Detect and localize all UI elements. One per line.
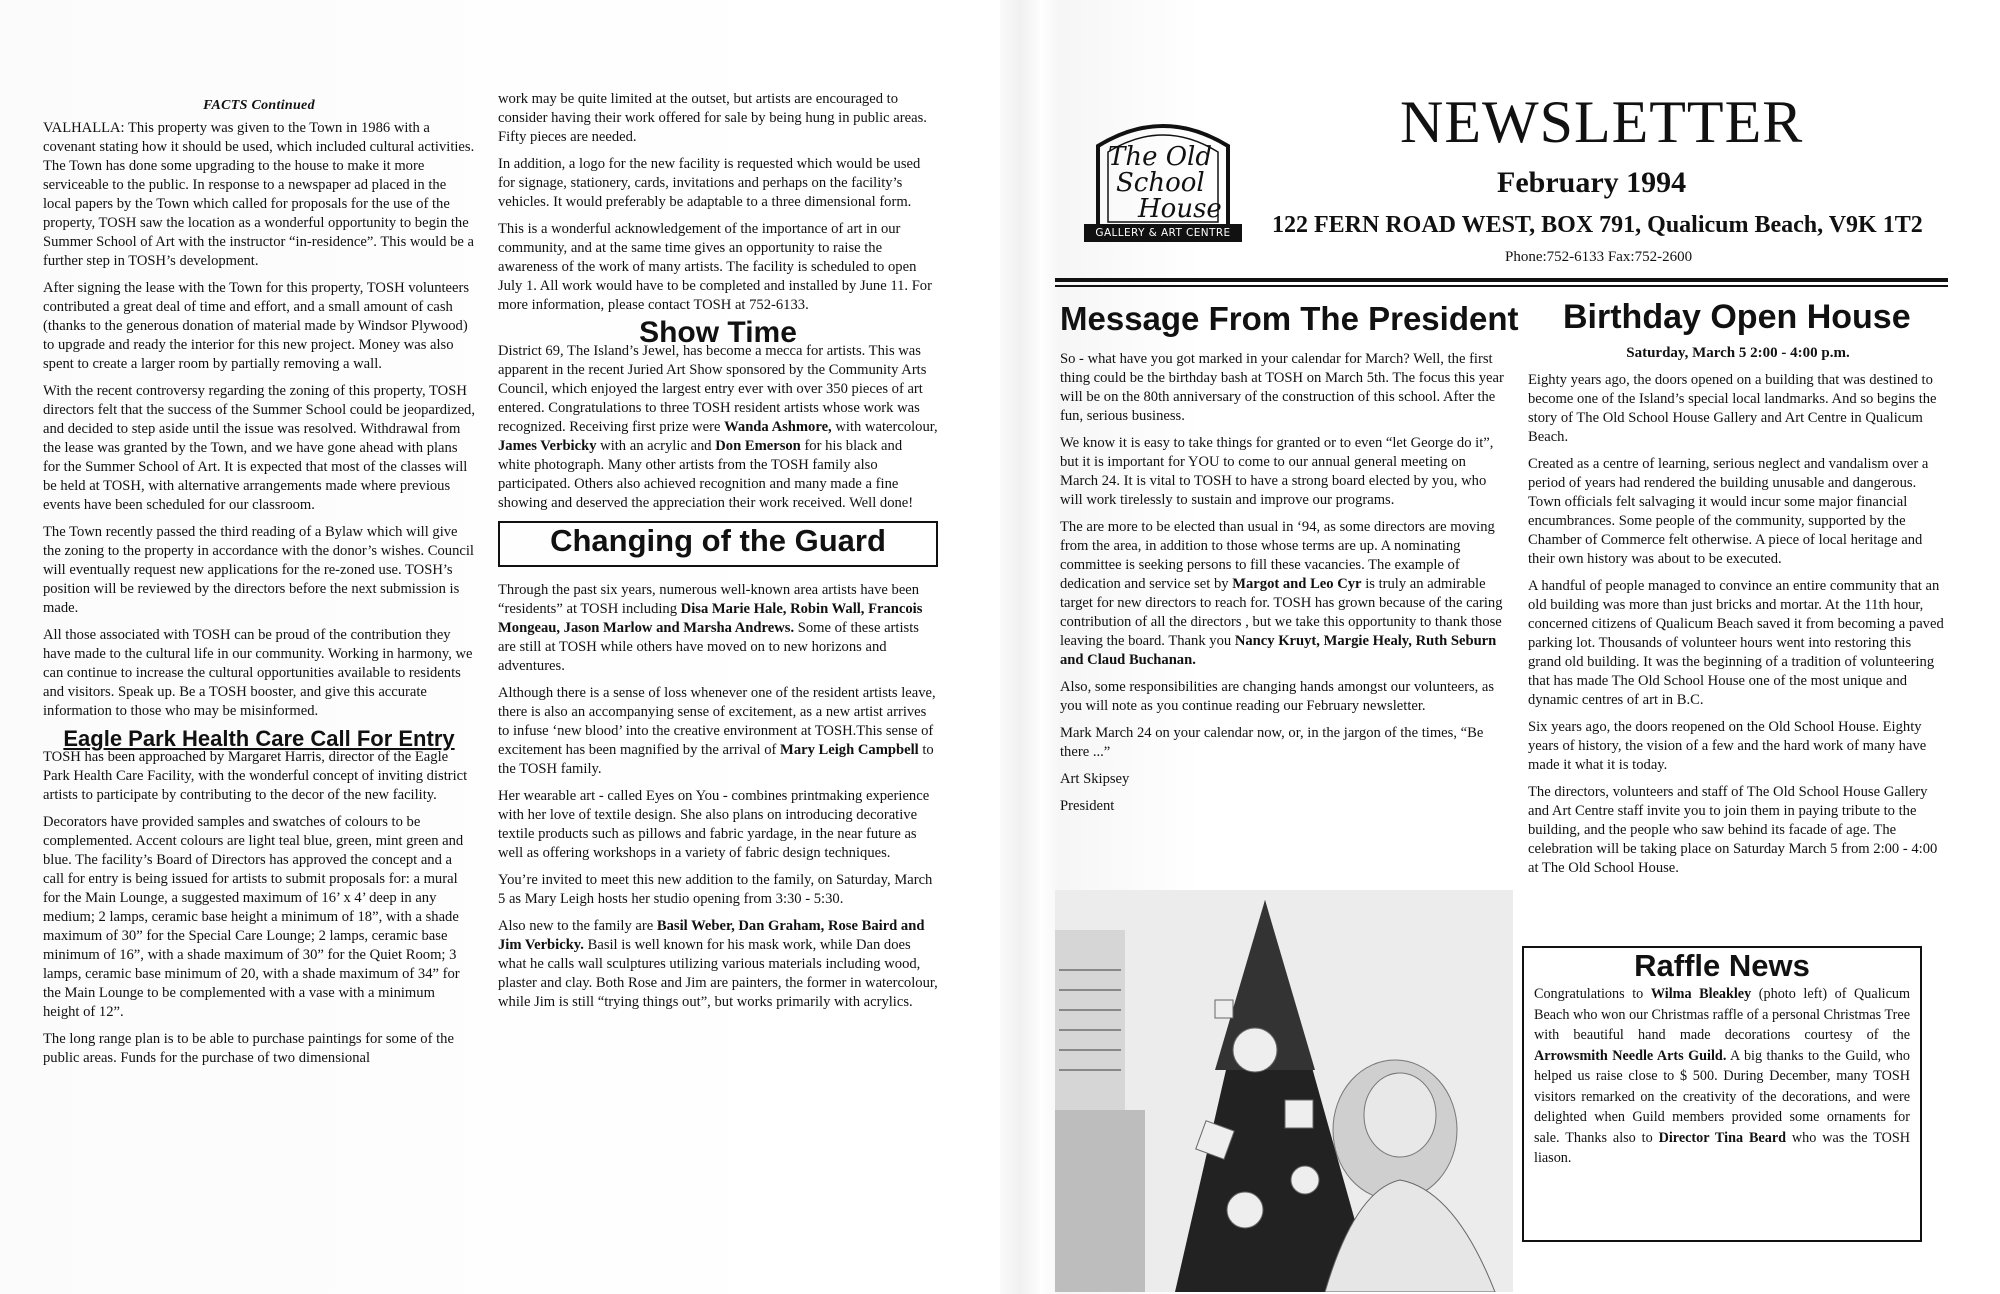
- paragraph: [1060, 518, 1505, 670]
- paragraph: With the recent controversy regarding the zoning of this property, TOSH directors felt that the success of the Summer School could be jeopardized, and decided to step aside until the issue was resolved. Withdrawal from the lease was granted by the Town, and we have gone ahead with plans for the Summer School of Art. It is expected that most of the classes will be held at TOSH, with alternative arrangements made where previous events have been scheduled for our classroom.: [43, 383, 476, 513]
- logo-band-text: GALLERY & ART CENTRE: [1095, 227, 1231, 239]
- paragraph: work may be quite limited at the outset, but artists are encouraged to consider having their work offered for sale by being hung in public areas. Fifty pieces are needed.: [498, 91, 927, 145]
- paragraph: All those associated with TOSH can be proud of the contribution they have made to the cultural life in our community. Working in harmony, we can continue to increase the cultural opportunities available to residents and visitors. Speak up. Be a TOSH booster, and give this accurate information to those who may be misinformed.: [43, 627, 473, 719]
- paragraph: TOSH has been approached by Margaret Harris, director of the Eagle Park Health Care Facility, with the wonderful concept of inviting district artists to participate by contributing to the decor of the new facility.: [43, 749, 468, 803]
- signature-name: Art Skipsey: [1060, 771, 1130, 787]
- paragraph: A handful of people managed to convince an entire community that an old building was more than just bricks and mortar. At the 11th hour, concerned citizens of Qualicum Beach saved it from becoming a paved parking lot. Thousands of volunteer hours went into restoring this grand old building. It was the beginning of a tradition of volunteering that has made The Old School House one of the most unique and dynamic centres of art in B.C.: [1528, 578, 1944, 708]
- paragraph: VALHALLA: This property was given to the Town in 1986 with a covenant stating how it should be used, which included cultural activities. The Town has done some upgrading to the house to make it more serviceable to the public. In response to a newspaper ad placed in the local papers by the Town which called for proposals for the use of the property, TOSH saw the location as a wonderful opportunity to begin the Summer School of Art with the instructor “in-residence”. This would be a further step in TOSH’s development.: [43, 120, 475, 269]
- paragraph: Six years ago, the doors reopened on the Old School House. Eighty years of history, the vision of a few and the hard work of many have made it what it is today.: [1528, 719, 1927, 773]
- old-school-house-logo: [1078, 112, 1246, 246]
- photo-graphic: [1055, 890, 1513, 1292]
- masthead-rule: [1055, 278, 1948, 282]
- paragraph: [498, 917, 938, 1012]
- artist-name: Mary Leigh Campbell: [780, 742, 919, 758]
- president-message: [1060, 350, 1505, 824]
- paragraph: Decorators have provided samples and swatches of colours to be complemented. Accent colours are light teal blue, green, mint green and blue. The facility’s Board of Directors has approved the concept and a call for entry is being issued for artists to submit proposals for: a mural for the Main Lounge, a suggested maximum of 16’ x 4’ deep in any medium; 2 lamps, ceramic base height a minimum of 18”, with a shade maximum of 30” for the Special Care Lounge; 2 lamps, ceramic base minimum of 16”, with a shade maximum of 30” for the Quiet Room; 3 lamps, ceramic base minimum of 20, with a shade maximum of 34” for the Main Lounge to be complemented with a vase with a minimum height of 12”.: [43, 814, 464, 1020]
- president-message-heading: Message From The President: [1060, 300, 1519, 337]
- paragraph: So - what have you got marked in your calendar for March? Well, the first thing could be the birthday bash at TOSH on March 5th. The focus this year will be on the 80th anniversary of the construction of this school. After the fun, serious business.: [1060, 351, 1504, 424]
- text: with an acrylic and: [596, 438, 716, 454]
- birthday-open-house: [1528, 344, 1948, 886]
- paragraph: Eighty years ago, the doors opened on a building that was destined to become one of the Island’s special local landmarks. And so begins the story of The Old School House Gallery and Art Centre in Qualicum Beach.: [1528, 372, 1937, 445]
- paragraph: Also, some responsibilities are changing hands amongst our volunteers, as you will note as you continue reading our February newsletter.: [1060, 679, 1495, 714]
- text: who was the TOSH liason.: [1534, 1129, 1910, 1166]
- guild-name: Arrowsmith Needle Arts Guild.: [1534, 1047, 1727, 1064]
- text: (photo left) of Qualicum Beach who won our Christmas raffle of a personal Christmas Tree with beautiful hand made decorations courtesy of the: [1534, 986, 1911, 1043]
- text: Basil is well known for his mask work, while Dan does what he calls wall sculptures utilizing various materials including wood, plaster and clay. Both Rose and Jim are painters, the former in watercolour, while Jim is still “trying things out”, but works primarily with acrylics.: [498, 937, 938, 1010]
- text: A big thanks to the Guild, who helped us raise close to $ 500. During December, many TOSH visitors remarked on the creativity of the decorations, and were delighted when Guild members provided some ornaments for sale. Thanks also to: [1534, 1047, 1910, 1146]
- text: Through the past six years, numerous well-known area artists have been “residents” at TOSH including: [498, 582, 920, 617]
- birthday-date-time: Saturday, March 5 2:00 - 4:00 p.m.: [1626, 345, 1850, 361]
- issue-date: February 1994: [1497, 166, 1687, 199]
- artist-name: Don Emerson: [715, 438, 801, 454]
- artist-name: Wanda Ashmore,: [724, 419, 832, 435]
- winner-name: Wilma Bleakley: [1650, 986, 1752, 1002]
- text: for his black and white photograph. Many other artists from the TOSH family also participated. Others also achieved recognition and many made a fine showing and deserved the appreciation their work received. Well done!: [498, 438, 914, 511]
- paragraph: Mark March 24 on your calendar now, or, in the jargon of the times, “Be there ...”: [1060, 725, 1484, 760]
- names: Margot and Leo Cyr: [1232, 576, 1362, 592]
- artist-names: Basil Weber, Dan Graham, Rose Baird and Jim Verbicky.: [498, 918, 925, 953]
- left-column-2: [498, 90, 938, 1020]
- raffle-news-heading: Raffle News: [1634, 948, 1810, 983]
- page-fold: [1000, 0, 1040, 1294]
- logo-line-1: The Old: [1108, 142, 1213, 172]
- text: District 69, The Island’s Jewel, has become a mecca for artists. This was apparent in the recent Juried Art Show sponsored by the Community Arts Council, which enjoyed the largest entry ever with over 350 pieces of art entered. Congratulations to three TOSH resident artists whose work was recognized. Receiving first prize were: [498, 343, 927, 435]
- newsletter-title: NEWSLETTER: [1400, 89, 1804, 155]
- paragraph: You’re invited to meet this new addition to the family, on Saturday, March 5 as Mary Leigh hosts her studio opening from 3:30 - 5:30.: [498, 872, 933, 907]
- show-time-heading: Show Time: [639, 316, 797, 349]
- text: The are more to be elected than usual in ‘94, as some directors are moving from the area, in addition to those whose terms are up. A nominating committee is seeking persons to fill these vacancies. The example of dedication and service set by: [1060, 519, 1495, 592]
- show-time-paragraph: [498, 342, 938, 513]
- paragraph: The long range plan is to be able to purchase paintings for some of the public areas. Funds for the purchase of two dimensional: [43, 1031, 454, 1066]
- signature-role: President: [1060, 798, 1115, 814]
- facts-continued-header: FACTS Continued: [203, 98, 315, 113]
- left-column-1: [43, 96, 475, 1076]
- text: Also new to the family are: [498, 918, 657, 934]
- paragraph: Created as a centre of learning, serious neglect and vandalism over a period of years had rendered the building unusable and dangerous. Town officials felt salvaging it would incur some major financial encumbrances. Some people of the community, supported by the Chamber of Commerce felt otherwise. A piece of local heritage and their own history was about to be executed.: [1528, 456, 1929, 567]
- phone-fax: Phone:752-6133 Fax:752-2600: [1505, 249, 1693, 265]
- logo-line-3: House: [1138, 194, 1222, 224]
- paragraph: Her wearable art - called Eyes on You - combines printmaking experience with her love of textile design. She also plans on introducing decorative textile products such as pillows and fabric yardage, in the near future as well as offering workshops in a variety of fabric design techniques.: [498, 788, 930, 861]
- raffle-news-box: [1522, 946, 1922, 1242]
- christmas-tree-photo: [1055, 890, 1513, 1292]
- paragraph: In addition, a logo for the new facility is requested which would be used for signage, stationery, cards, invitations and perhaps on the facility’s vehicles. It would preferably be adaptable to a three dimensional form.: [498, 156, 921, 210]
- masthead-rule-thin: [1055, 285, 1948, 287]
- logo-line-2: School: [1116, 168, 1205, 198]
- paragraph: We know it is easy to take things for granted or to even “let George do it”, but it is important for YOU to come to our annual general meeting on March 24. It is vital to TOSH to have a strong board elected by you, who will work tirelessly to sustain and improve our programs.: [1060, 435, 1494, 508]
- paragraph: The directors, volunteers and staff of The Old School House Gallery and Art Centre staff invite you to join them in paying tribute to the building, and the people who saw behind its facade of age. The celebration will be taking place on Saturday March 5 from 2:00 - 4:00 at The Old School House.: [1528, 784, 1938, 876]
- raffle-news-text: [1524, 984, 1920, 1169]
- paragraph: The Town recently passed the third reading of a Bylaw which will give the zoning to the property in accordance with the donor’s wishes. Council will eventually request new applications for the re-zoned use. TOSH’s position will be reviewed by the directors before the next submission is made.: [43, 524, 474, 616]
- text: Although there is a sense of loss whenever one of the resident artists leave, there is also an accompanying sense of excitement, as a new artist arrives to infuse ‘new blood’ into the creative environment at TOSH.This sense of excitement has been magnified by the arrival of: [498, 685, 936, 758]
- text: Congratulations to: [1534, 986, 1651, 1002]
- text: to the TOSH family.: [498, 742, 934, 777]
- address: 122 FERN ROAD WEST, BOX 791, Qualicum Beach, V9K 1T2: [1272, 212, 1923, 238]
- paragraph: [498, 684, 938, 779]
- paragraph: This is a wonderful acknowledgement of the importance of art in our community, and at the same time gives an opportunity to raise the awareness of the work of many artists. The facility is scheduled to open July 1. All work would have to be completed and installed by June 11. For more information, please contact TOSH at 752-6133.: [498, 221, 932, 313]
- changing-guard-heading-box: [498, 521, 938, 567]
- artist-name: James Verbicky: [498, 438, 597, 454]
- text: is truly an admirable target for new directors to reach for. TOSH has grown because of the caring contribution of all the directors , but we take this opportunity to thank those leaving the board. Thank you: [1060, 576, 1503, 649]
- eagle-park-heading: Eagle Park Health Care Call For Entry: [63, 726, 455, 751]
- text: with watercolour,: [831, 419, 938, 435]
- artist-names: Disa Marie Hale, Robin Wall, Francois Mongeau, Jason Marlow and Marsha Andrews.: [498, 601, 923, 636]
- text: Some of these artists are still at TOSH while others have moved on to new horizons and adventures.: [498, 620, 919, 674]
- changing-guard-heading: Changing of the Guard: [550, 523, 886, 558]
- paragraph: [498, 581, 938, 676]
- paragraph: After signing the lease with the Town for this property, TOSH volunteers contributed a great deal of time and effort, and a small amount of cash (thanks to the generous donation of material made by Windsor Plywood) to upgrade and ready the interior for this new project. Money was also spent to create a larger room by partially removing a wall.: [43, 280, 470, 372]
- names: Nancy Kruyt, Margie Healy, Ruth Seburn and Claud Buchanan.: [1060, 633, 1497, 668]
- director-name: Director Tina Beard: [1658, 1129, 1787, 1146]
- birthday-open-house-heading: Birthday Open House: [1563, 298, 1911, 336]
